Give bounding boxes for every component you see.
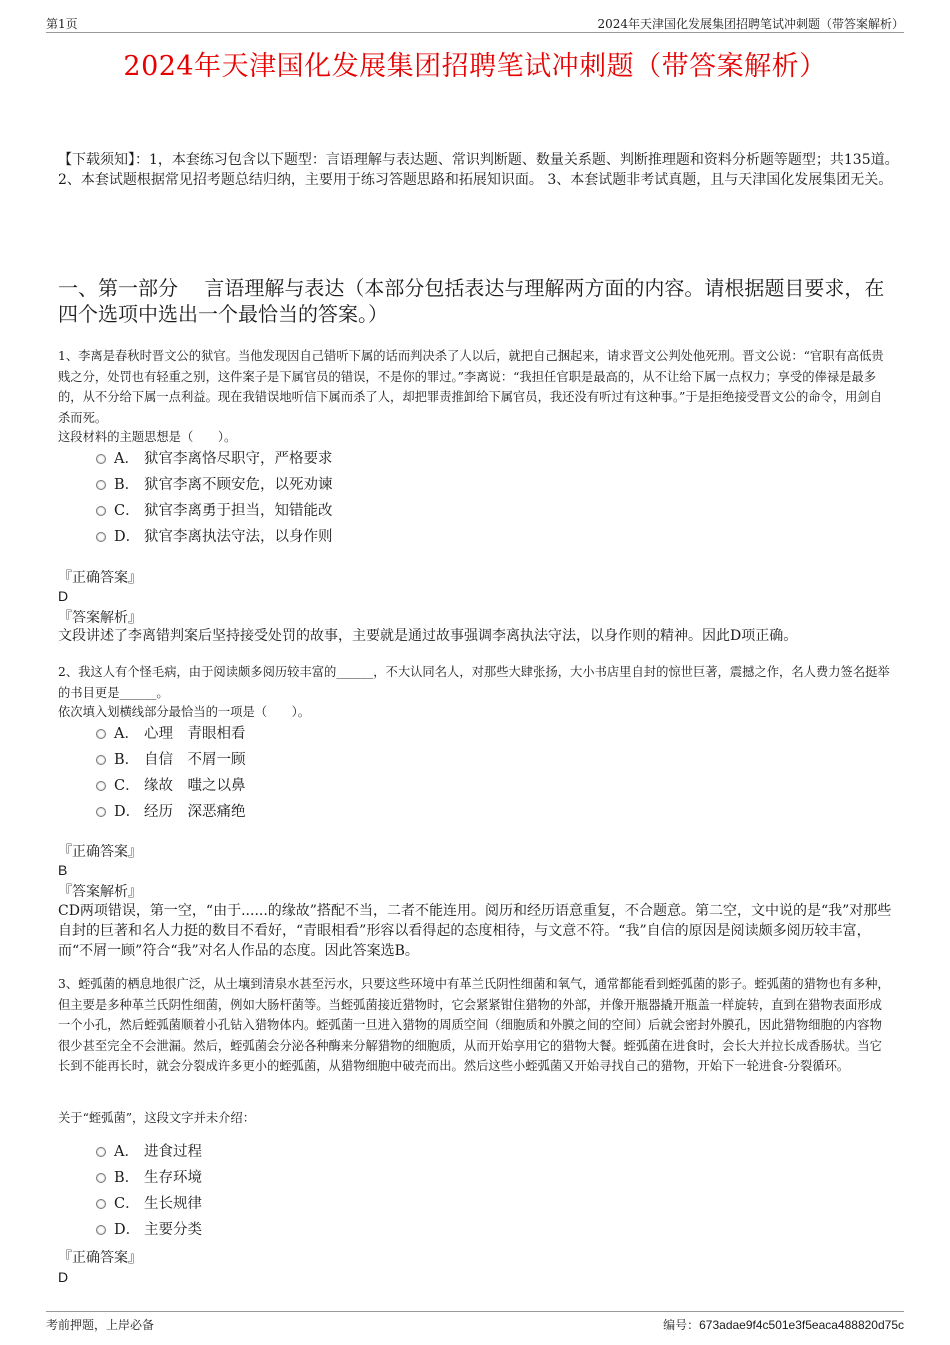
radio-icon[interactable]	[96, 1173, 106, 1183]
footer-code: 编号：673adae9f4c501e3f5eaca488820d75c	[663, 1318, 904, 1332]
question-3-options	[96, 1139, 202, 1243]
option-b[interactable]: B． 生存环境	[96, 1165, 202, 1191]
radio-icon[interactable]	[96, 1199, 106, 1209]
analysis-text: 文段讲述了李离错判案后坚持接受处罚的故事，主要就是通过故事强调李离执法守法，以身作则的精神。因此D项正确。	[58, 628, 798, 644]
radio-icon[interactable]	[96, 480, 106, 490]
question-3-prompt: 关于“蛭弧菌”，这段文字并未介绍：	[58, 1111, 256, 1125]
section-title: 一、第一部分 言语理解与表达（本部分包括表达与理解两方面的内容。请根据题目要求，在四个选项中选出一个最恰当的答案。）	[58, 276, 885, 326]
correct-answer: D	[58, 1269, 69, 1285]
option-c[interactable]: C． 狱官李离勇于担当，知错能改	[96, 498, 333, 524]
page-header	[46, 14, 904, 33]
radio-icon[interactable]	[96, 729, 106, 739]
radio-icon[interactable]	[96, 454, 106, 464]
option-d[interactable]: D． 经历 深恶痛绝	[96, 799, 246, 825]
question-1-stem: 1、李离是春秋时晋文公的狱官。当他发现因自己错听下属的话而判决杀了人以后，就把自己捆起来，请求晋文公判处他死刑。晋文公说：“官职有高低贵贱之分，处罚也有轻重之别，这件案子是下属官员的错误，不是你的罪过。”李离说：“我担任官职是最高的，从不让给下属一点权力；享受的俸禄是最多的，从不分给下属一点利益。现在我错误地听信下属而杀了人，却把罪责推卸给下属官员，我还没有听过有这种事。”于是拒绝接受晋文公的命令，用剑自杀而死。	[58, 349, 884, 425]
page-number: 第1页	[46, 17, 78, 31]
footer-slogan: 考前押题，上岸必备	[46, 1318, 155, 1332]
option-b[interactable]: B． 自信 不屑一顾	[96, 747, 246, 773]
analysis-label: 『答案解析』	[58, 884, 142, 900]
question-2-options	[96, 721, 246, 825]
question-3-stem: 3、蛭弧菌的栖息地很广泛，从土壤到清泉水甚至污水，只要这些环境中有革兰氏阴性细菌和氧气，通常都能看到蛭弧菌的影子。蛭弧菌的猎物也有多种，但主要是多种革兰氏阴性细菌，例如大肠杆菌等。当蛭弧菌接近猎物时，它会紧紧钳住猎物的外部，并像开瓶器撬开瓶盖一样旋转，直到在猎物表面形成一个小孔，然后蛭弧菌顺着小孔钻入猎物体内。蛭弧菌一旦进入猎物的周质空间（细胞质和外膜之间的空间）后就会密封外膜孔，因此猎物细胞的内容物很少甚至完全不会泄漏。然后，蛭弧菌会分泌各种酶来分解猎物的细胞质，从而开始享用它的猎物大餐。蛭弧菌在进食时，会长大并拉长成香肠状。当它长到不能再长时，就会分裂成许多更小的蛭弧菌，从猎物细胞中破壳而出。然后这些小蛭弧菌又开始寻找自己的猎物，开始下一轮进食-分裂循环。	[58, 977, 890, 1073]
option-a[interactable]: A． 狱官李离恪尽职守，严格要求	[96, 446, 333, 472]
radio-icon[interactable]	[96, 807, 106, 817]
question-1-options	[96, 446, 333, 550]
question-1-prompt: 这段材料的主题思想是（ ）。	[58, 430, 237, 444]
option-a[interactable]: A． 进食过程	[96, 1139, 202, 1165]
option-c[interactable]: C． 缘故 嗤之以鼻	[96, 773, 246, 799]
question-2-prompt: 依次填入划横线部分最恰当的一项是（ ）。	[58, 705, 311, 719]
radio-icon[interactable]	[96, 1225, 106, 1235]
radio-icon[interactable]	[96, 755, 106, 765]
correct-answer-label: 『正确答案』	[58, 844, 142, 860]
correct-answer-label: 『正确答案』	[58, 570, 142, 586]
question-2-stem: 2、我这人有个怪毛病，由于阅读颇多阅历较丰富的______，不大认同名人，对那些大肆张扬，大小书店里自封的惊世巨著，震撼之作，名人费力签名挺举的书目更是______。	[58, 665, 890, 700]
analysis-text: CD两项错误，第一空，“由于......的缘故”搭配不当，二者不能连用。阅历和经历语意重复，不合题意。第二空，文中说的是“我”对那些自封的巨著和名人力挺的数目不看好，“青眼相看”形容以看得起的态度相待，与文意不符。“我”自信的原因是阅读颇多阅历较丰富，而“不屑一顾”符合“我”对名人作品的态度。因此答案选B。	[58, 903, 892, 959]
option-b[interactable]: B． 狱官李离不顾安危，以死劝谏	[96, 472, 333, 498]
correct-answer: D	[58, 588, 69, 604]
radio-icon[interactable]	[96, 781, 106, 791]
radio-icon[interactable]	[96, 506, 106, 516]
header-doc-title: 2024年天津国化发展集团招聘笔试冲刺题（带答案解析）	[597, 17, 904, 31]
download-notice: 【下载须知】：1，本套练习包含以下题型：言语理解与表达题、常识判断题、数量关系题、判断推理题和资料分析题等题型；共135道。 2、本套试题根据常见招考题总结归纳，主要用于练习答题思路和拓展知识面。 3、本套试题非考试真题，且与天津国化发展集团无关。	[58, 152, 899, 188]
correct-answer: B	[58, 862, 68, 878]
option-d[interactable]: D． 狱官李离执法守法，以身作则	[96, 524, 333, 550]
page-footer	[46, 1311, 904, 1334]
radio-icon[interactable]	[96, 532, 106, 542]
option-a[interactable]: A． 心理 青眼相看	[96, 721, 246, 747]
radio-icon[interactable]	[96, 1147, 106, 1157]
option-d[interactable]: D． 主要分类	[96, 1217, 202, 1243]
document-title: 2024年天津国化发展集团招聘笔试冲刺题（带答案解析）	[123, 51, 827, 82]
analysis-label: 『答案解析』	[58, 610, 142, 626]
correct-answer-label: 『正确答案』	[58, 1250, 142, 1266]
option-c[interactable]: C． 生长规律	[96, 1191, 202, 1217]
